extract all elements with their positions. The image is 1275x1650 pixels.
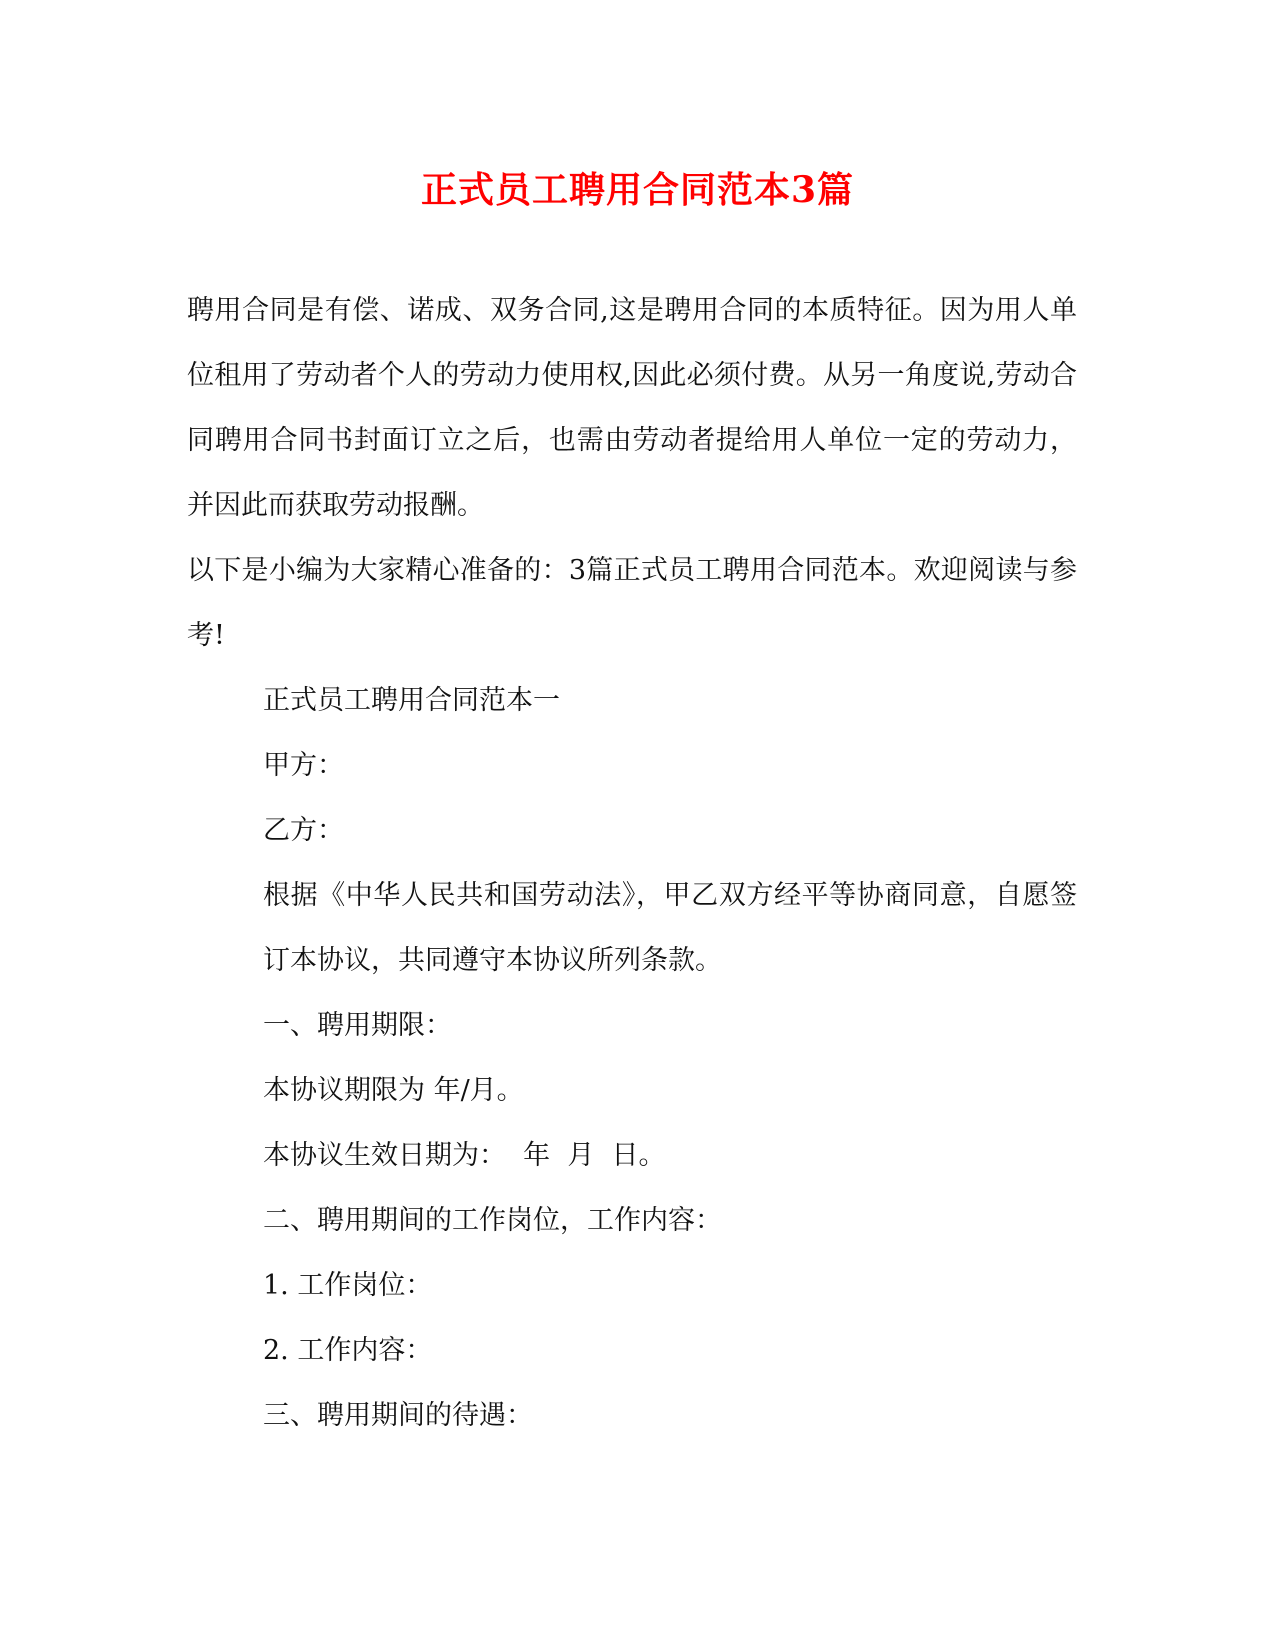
- effective-date: 本协议生效日期为： 年 月 日。: [263, 1140, 666, 1171]
- contract-term: 本协议期限为 年/月。: [263, 1075, 524, 1106]
- section-heading: 一、聘用期限：: [263, 1010, 452, 1041]
- section-heading: 三、聘用期间的待遇：: [263, 1400, 533, 1431]
- document-body: [187, 278, 1077, 1448]
- document-title: 正式员工聘用合同范本3篇: [420, 169, 855, 211]
- party-b-label: 乙方：: [263, 815, 344, 846]
- intro-paragraph: 聘用合同是有偿、诺成、双务合同,这是聘用合同的本质特征。因为用人单位租用了劳动者个人的劳动力使用权,因此必须付费。从另一角度说,劳动合同聘用合同书封面订立之后，也需由劳动者提给用人单位一定的劳动力，并因此而获取劳动报酬。: [187, 295, 1077, 521]
- contract-heading: 正式员工聘用合同范本一: [263, 685, 560, 716]
- intro-paragraph: 以下是小编为大家精心准备的：3篇正式员工聘用合同范本。欢迎阅读与参考!: [187, 555, 1077, 651]
- contract-preamble: 根据《中华人民共和国劳动法》，甲乙双方经平等协商同意，自愿签订本协议，共同遵守本协议所列条款。: [263, 880, 1077, 976]
- list-item: 2. 工作内容：: [263, 1335, 433, 1366]
- party-a-label: 甲方：: [263, 750, 344, 781]
- list-item: 1. 工作岗位：: [263, 1270, 433, 1301]
- section-heading: 二、聘用期间的工作岗位，工作内容：: [263, 1205, 722, 1236]
